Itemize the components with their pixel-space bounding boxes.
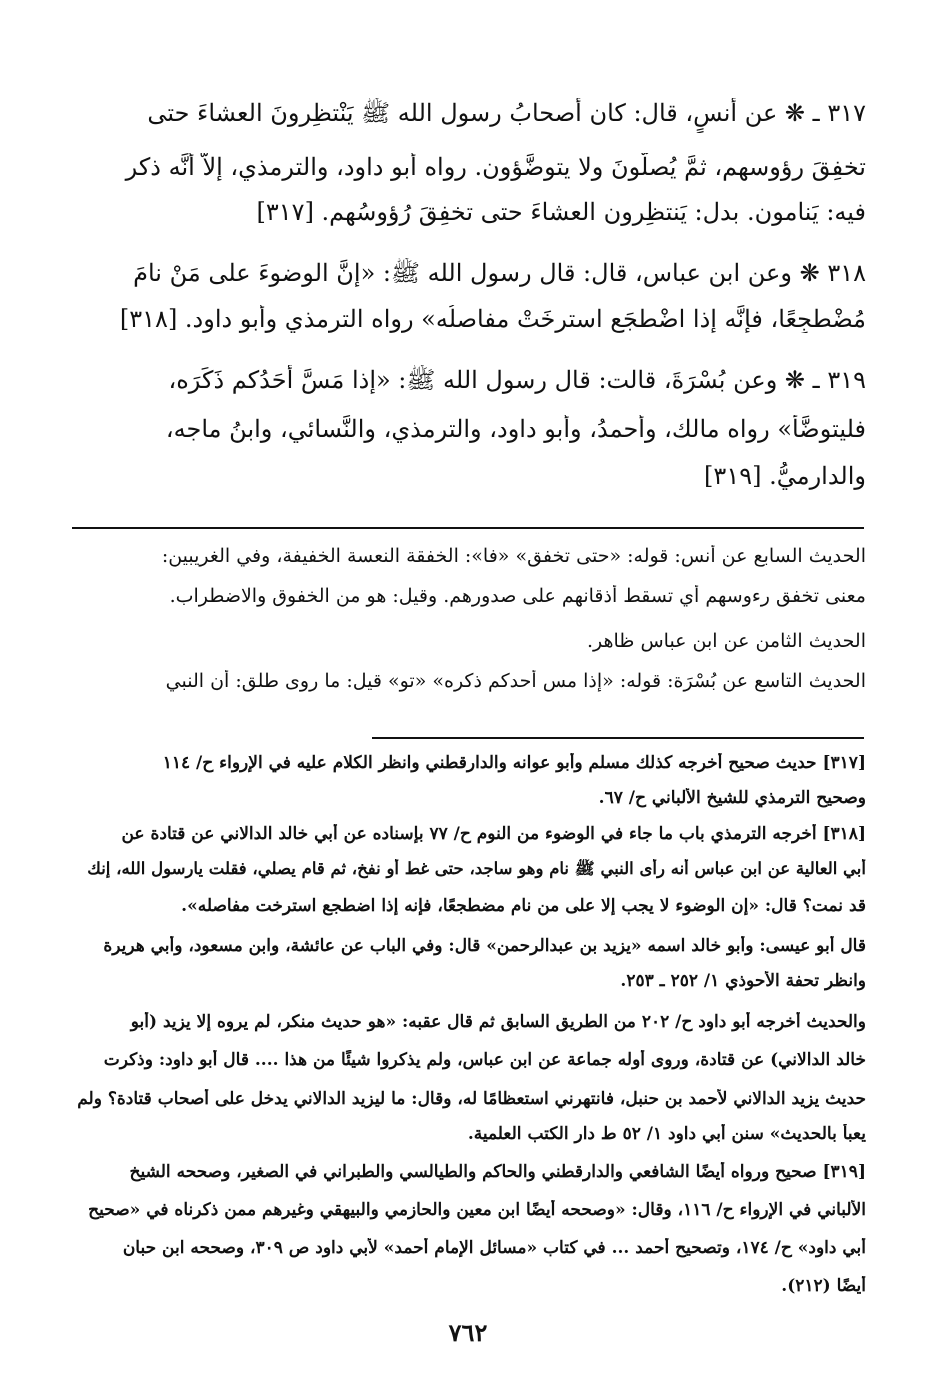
page-number: ٧٦٢ <box>448 1318 488 1347</box>
footnote-line-3: [٣١٨] أخرجه الترمذي باب ما جاء في الوضوء من النوم ح/ ٧٧ بإسناده عن أبي خالد الدالاني عن قتادة عن <box>121 824 866 844</box>
commentary-line-1: الحديث السابع عن أنس: قوله: «حتى تخفق» «فا»: الخفقة النعسة الخفيفة، وفي الغريبين: <box>161 545 866 567</box>
footnote-line-9: خالد الدالاني) عن قتادة، وروى أوله جماعة عن ابن عباس، ولم يذكروا شيئًا من هذا .... قال أبو داود: وذكرت <box>103 1050 866 1070</box>
hadith-319-line-3: والدارميُّ. [٣١٩] <box>704 462 866 490</box>
footnote-line-10: حديث يزيد الدالاني لأحمد بن حنبل، فانتهرني استعظامًا له، وقال: ما ليزيد الدالاني يدخل على أصحاب قتادة؟ ولم <box>77 1089 866 1109</box>
footnote-line-12: [٣١٩] صحيح ورواه أيضًا الشافعي والدارقطني والحاكم والطيالسي والطبراني في الصغير، وصححه الشيخ <box>129 1162 866 1182</box>
commentary-line-2: معنى تخفق رءوسهم أي تسقط أذقانهم على صدورهم. وقيل: هو من الخفوق والاضطراب. <box>169 585 866 607</box>
hadith-318-line-1: ٣١٨ ❋ وعن ابن عباس، قال: قال رسول الله ﷺ: «إنَّ الوضوءَ على مَنْ نامَ <box>133 259 866 287</box>
footnote-line-2: وصحيح الترمذي للشيخ الألباني ح/ ٦٧. <box>598 788 866 808</box>
footnote-line-5: قد نمت؟ قال: «إن الوضوء لا يجب إلا على من نام مضطجعًا، فإنه إذا اضطجع استرخت مفاصله». <box>181 896 866 916</box>
hadith-319-line-2: فليتوضَّأ» رواه مالك، وأحمدُ، وأبو داود، والترمذي، والنَّسائي، وابنُ ماجه، <box>165 415 866 443</box>
commentary-divider <box>72 527 864 529</box>
commentary-line-4: الحديث التاسع عن بُسْرَة: قوله: «إذا مس أحدكم ذكره» «تو» قيل: ما روى طلق: أن النبي <box>165 670 866 692</box>
footnote-line-13: الألباني في الإرواء ح/ ١١٦، وقال: «وصححه أيضًا ابن معين والحازمي والبيهقي وغيرهم ممن ذكرناه في «صحيح <box>88 1200 866 1220</box>
hadith-319-line-1: ٣١٩ ـ ❋ وعن بُسْرَةَ، قالت: قال رسول الله ﷺ: «إذا مَسَّ أحَدُكم ذَكَرَه، <box>168 366 866 394</box>
footnote-line-1: [٣١٧] حديث صحيح أخرجه كذلك مسلم وأبو عوانه والدارقطني وانظر الكلام عليه في الإرواء ح/ ١١٤ <box>162 753 866 773</box>
footnote-line-11: يعبأ بالحديث» سنن أبي داود ١/ ٥٢ ط دار الكتب العلمية. <box>467 1124 866 1144</box>
footnote-line-7: وانظر تحفة الأحوذي ١/ ٢٥٢ ـ ٢٥٣. <box>620 971 866 991</box>
footnote-line-8: والحديث أخرجه أبو داود ح/ ٢٠٢ من الطريق السابق ثم قال عقبه: «هو حديث منكر، لم يروه إلا يزيد (أبو <box>130 1012 866 1032</box>
footnote-line-6: قال أبو عيسى: وأبو خالد اسمه «يزيد بن عبدالرحمن» قال: وفي الباب عن عائشة، وابن مسعود، وأبي هريرة <box>103 936 866 956</box>
hadith-317-line-2: تخفِقَ رؤوسهم، ثمَّ يُصلُّونَ ولا يتوضَّؤون. رواه أبو داود، والترمذي، إلاَّ أنَّه ذكر <box>125 153 866 181</box>
hadith-317-line-1: ٣١٧ ـ ❋ عن أنسٍ، قال: كان أصحابُ رسول الله ﷺ يَنْتظِرونَ العشاءَ حتى <box>147 99 866 127</box>
commentary-line-3: الحديث الثامن عن ابن عباس ظاهر. <box>586 630 866 652</box>
footnote-line-14: أبي داود» ح/ ١٧٤، وتصحيح أحمد ... في كتاب «مسائل الإمام أحمد» لأبي داود ص ٣٠٩، وصححه ابن حبان <box>122 1238 866 1258</box>
footnote-line-15: أيضًا (٢١٢). <box>781 1276 866 1296</box>
hadith-318-line-2: مُضْطجِعًا، فإنَّه إذا اضْطجَع استرخَتْ مفاصلُه» رواه الترمذي وأبو داود. [٣١٨] <box>119 305 866 333</box>
footnote-divider <box>372 737 864 739</box>
footnote-line-4: أبي العالية عن ابن عباس أنه رأى النبي ﷺ نام وهو ساجد، حتى غط أو نفخ، ثم قام يصلي، فقلت يارسول الله، إنك <box>87 859 866 878</box>
hadith-317-line-3: فيه: يَنامون. بدل: يَنتظِرون العشاءَ حتى تخفِقَ رُؤوسُهم. [٣١٧] <box>256 198 866 226</box>
